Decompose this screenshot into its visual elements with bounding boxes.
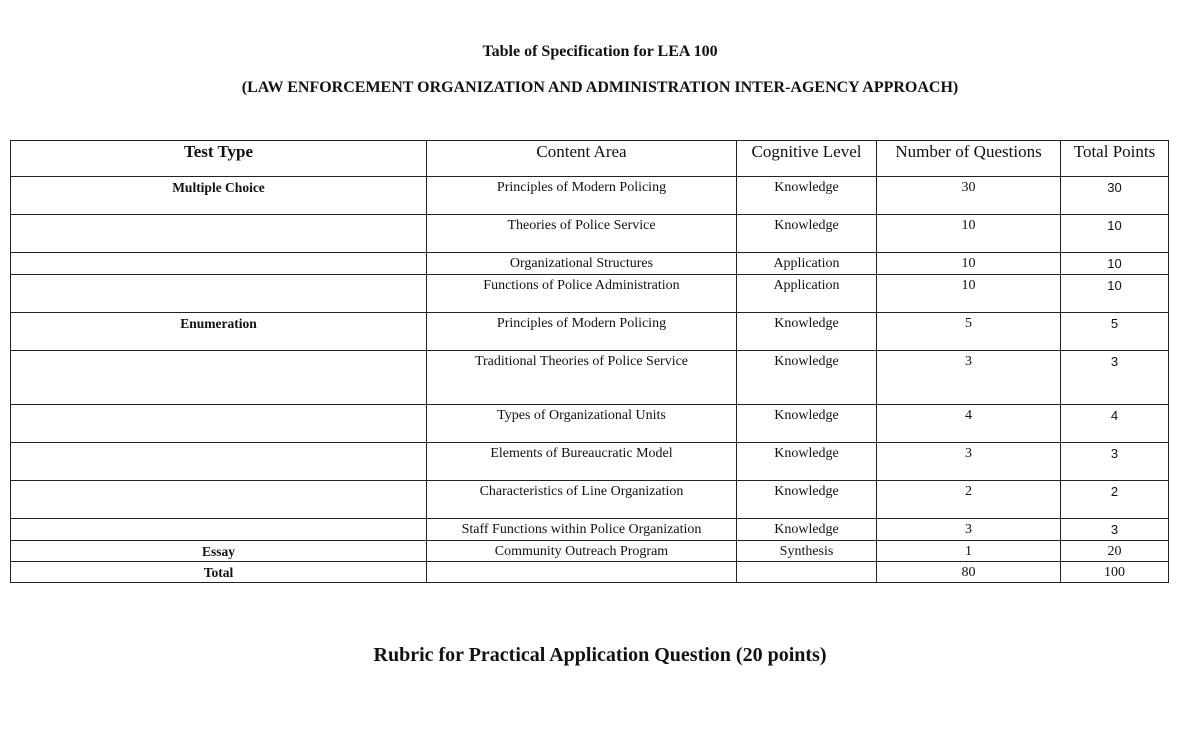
- cognitive-level-cell: Knowledge: [737, 215, 877, 253]
- content-area-cell: Theories of Police Service: [427, 215, 737, 253]
- questions-cell: 5: [877, 313, 1061, 351]
- document-title: Table of Specification for LEA 100: [482, 43, 718, 60]
- test-type-cell: [11, 443, 427, 481]
- points-cell: 3: [1061, 443, 1169, 481]
- cognitive-level-cell: Knowledge: [737, 519, 877, 541]
- header-number-of-questions: Number of Questions: [877, 141, 1061, 177]
- specification-table: [10, 140, 1169, 583]
- header-test-type: Test Type: [11, 141, 427, 177]
- test-type-cell: Essay: [11, 541, 427, 562]
- test-type-cell: Multiple Choice: [11, 177, 427, 215]
- points-cell: 10: [1061, 253, 1169, 275]
- points-cell: 3: [1061, 351, 1169, 405]
- table-row: [11, 443, 1169, 481]
- questions-cell: 10: [877, 275, 1061, 313]
- content-area-cell: Elements of Bureaucratic Model: [427, 443, 737, 481]
- total-label: Total: [11, 562, 427, 583]
- points-cell: 20: [1061, 541, 1169, 562]
- content-area-cell: Traditional Theories of Police Service: [427, 351, 737, 405]
- table-row: [11, 177, 1169, 215]
- content-area-cell: Principles of Modern Policing: [427, 313, 737, 351]
- content-area-cell: [427, 562, 737, 583]
- table-row: [11, 541, 1169, 562]
- test-type-cell: [11, 519, 427, 541]
- points-cell: 30: [1061, 177, 1169, 215]
- total-points: 100: [1061, 562, 1169, 583]
- table-row: [11, 275, 1169, 313]
- points-cell: 3: [1061, 519, 1169, 541]
- test-type-cell: [11, 351, 427, 405]
- cognitive-level-cell: Knowledge: [737, 351, 877, 405]
- points-cell: 4: [1061, 405, 1169, 443]
- questions-cell: 3: [877, 519, 1061, 541]
- content-area-cell: Organizational Structures: [427, 253, 737, 275]
- cognitive-level-cell: Knowledge: [737, 443, 877, 481]
- content-area-cell: Community Outreach Program: [427, 541, 737, 562]
- questions-cell: 30: [877, 177, 1061, 215]
- table-row: [11, 215, 1169, 253]
- questions-cell: 3: [877, 443, 1061, 481]
- content-area-cell: Functions of Police Administration: [427, 275, 737, 313]
- table-row: [11, 313, 1169, 351]
- cognitive-level-cell: Knowledge: [737, 313, 877, 351]
- total-row: [11, 562, 1169, 583]
- table-row: [11, 481, 1169, 519]
- table-row: [11, 253, 1169, 275]
- header-total-points: Total Points: [1061, 141, 1169, 177]
- questions-cell: 4: [877, 405, 1061, 443]
- rubric-title: Rubric for Practical Application Question (20 points): [373, 644, 827, 666]
- questions-cell: 10: [877, 215, 1061, 253]
- test-type-cell: Enumeration: [11, 313, 427, 351]
- points-cell: 10: [1061, 215, 1169, 253]
- test-type-cell: [11, 481, 427, 519]
- content-area-cell: Types of Organizational Units: [427, 405, 737, 443]
- table-row: [11, 519, 1169, 541]
- header-cognitive-level: Cognitive Level: [737, 141, 877, 177]
- total-questions: 80: [877, 562, 1061, 583]
- content-area-cell: Staff Functions within Police Organization: [427, 519, 737, 541]
- cognitive-level-cell: Knowledge: [737, 177, 877, 215]
- test-type-cell: [11, 405, 427, 443]
- content-area-cell: Characteristics of Line Organization: [427, 481, 737, 519]
- cognitive-level-cell: Knowledge: [737, 405, 877, 443]
- document-subtitle: (LAW ENFORCEMENT ORGANIZATION AND ADMINISTRATION INTER-AGENCY APPROACH): [241, 79, 959, 96]
- table-header-row: [11, 141, 1169, 177]
- cognitive-level-cell: Application: [737, 253, 877, 275]
- cognitive-level-cell: [737, 562, 877, 583]
- cognitive-level-cell: Knowledge: [737, 481, 877, 519]
- table-row: [11, 405, 1169, 443]
- test-type-cell: [11, 275, 427, 313]
- cognitive-level-cell: Application: [737, 275, 877, 313]
- questions-cell: 1: [877, 541, 1061, 562]
- content-area-cell: Principles of Modern Policing: [427, 177, 737, 215]
- header-content-area: Content Area: [427, 141, 737, 177]
- questions-cell: 10: [877, 253, 1061, 275]
- questions-cell: 3: [877, 351, 1061, 405]
- points-cell: 5: [1061, 313, 1169, 351]
- points-cell: 10: [1061, 275, 1169, 313]
- table-row: [11, 351, 1169, 405]
- questions-cell: 2: [877, 481, 1061, 519]
- test-type-cell: [11, 253, 427, 275]
- test-type-cell: [11, 215, 427, 253]
- points-cell: 2: [1061, 481, 1169, 519]
- cognitive-level-cell: Synthesis: [737, 541, 877, 562]
